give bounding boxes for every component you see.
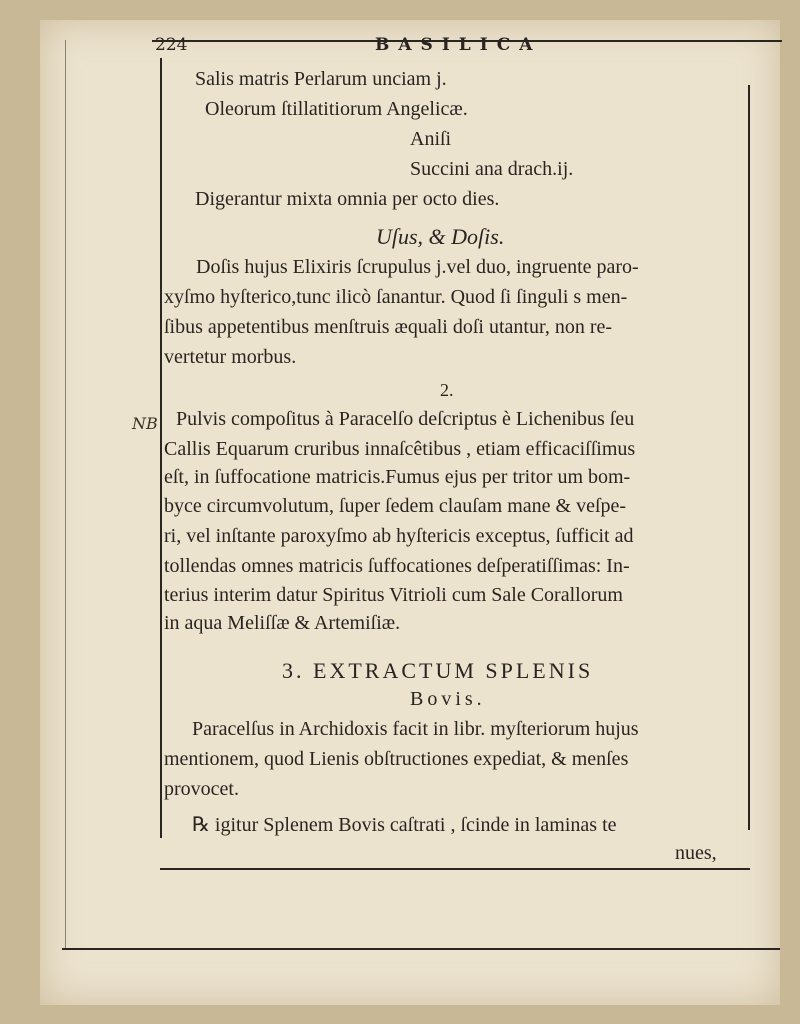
- text-line-22: Paracelſus in Archidoxis facit in libr. myſteriorum hujus: [192, 718, 639, 740]
- outer-left-rule: [65, 40, 66, 950]
- page-header: [155, 35, 755, 59]
- bottom-rule: [160, 868, 750, 870]
- left-rule: [160, 58, 162, 838]
- text-line-4: Succini ana drach.ij.: [410, 158, 574, 180]
- section-number-2: 2.: [440, 380, 454, 400]
- text-line-23: mentionem, quod Lienis obſtructiones expediat, & menſes: [164, 748, 629, 770]
- text-line-16: ri, vel inſtante paroxyſmo ab hyſtericis exceptus, ſufficit ad: [164, 525, 634, 547]
- text-line-1: Salis matris Perlarum unciam j.: [195, 68, 447, 90]
- page-number: 224: [155, 35, 188, 55]
- text-line-24: provocet.: [164, 778, 239, 800]
- text-line-18: terius interim datur Spiritus Vitrioli cum Sale Corallorum: [164, 584, 623, 606]
- section-heading-usus: Uſus, & Doſis.: [376, 224, 505, 249]
- margin-note-mark: NB: [132, 414, 158, 433]
- text-line-26: nues,: [675, 842, 717, 864]
- text-line-5: Digerantur mixta omnia per octo dies.: [195, 188, 500, 210]
- text-line-2: Oleorum ſtillatitiorum Angelicæ.: [205, 98, 468, 120]
- section-heading-extractum: 3. EXTRACTUM SPLENIS: [282, 658, 594, 683]
- text-line-15: byce circumvolutum, ſuper ſedem clauſam mane & veſpe-: [164, 495, 627, 517]
- text-line-9: ſibus appetentibus menſtruis æquali doſi utantur, non re-: [164, 316, 613, 338]
- text-line-8: xyſmo hyſterico,tunc ilicò ſanantur. Quod ſi ſinguli s men-: [164, 286, 628, 308]
- running-title: BASILICA: [375, 35, 542, 55]
- section-subheading-bovis: Bovis.: [410, 688, 486, 710]
- outer-bottom-rule: [62, 948, 780, 950]
- text-line-25: ℞ igitur Splenem Bovis caſtrati , ſcinde in laminas te: [192, 814, 617, 836]
- text-line-14: eſt, in ſuffocatione matricis.Fumus ejus per tritor um bom-: [164, 466, 631, 488]
- text-line-10: vertetur morbus.: [164, 346, 297, 368]
- text-line-17: tollendas omnes matricis ſuffocationes deſperatiſſimas: In-: [164, 555, 630, 577]
- text-line-7: Doſis hujus Elixiris ſcrupulus j.vel duo, ingruente paro-: [196, 256, 639, 278]
- text-line-19: in aqua Meliſſæ & Artemiſiæ.: [164, 612, 401, 634]
- right-rule: [748, 85, 750, 830]
- text-line-12: Pulvis compoſitus à Paracelſo deſcriptus è Lichenibus ſeu: [176, 408, 635, 430]
- text-line-13: Callis Equarum cruribus innaſcêtibus , etiam efficaciſſimus: [164, 438, 636, 460]
- text-line-3: Aniſi: [410, 128, 452, 150]
